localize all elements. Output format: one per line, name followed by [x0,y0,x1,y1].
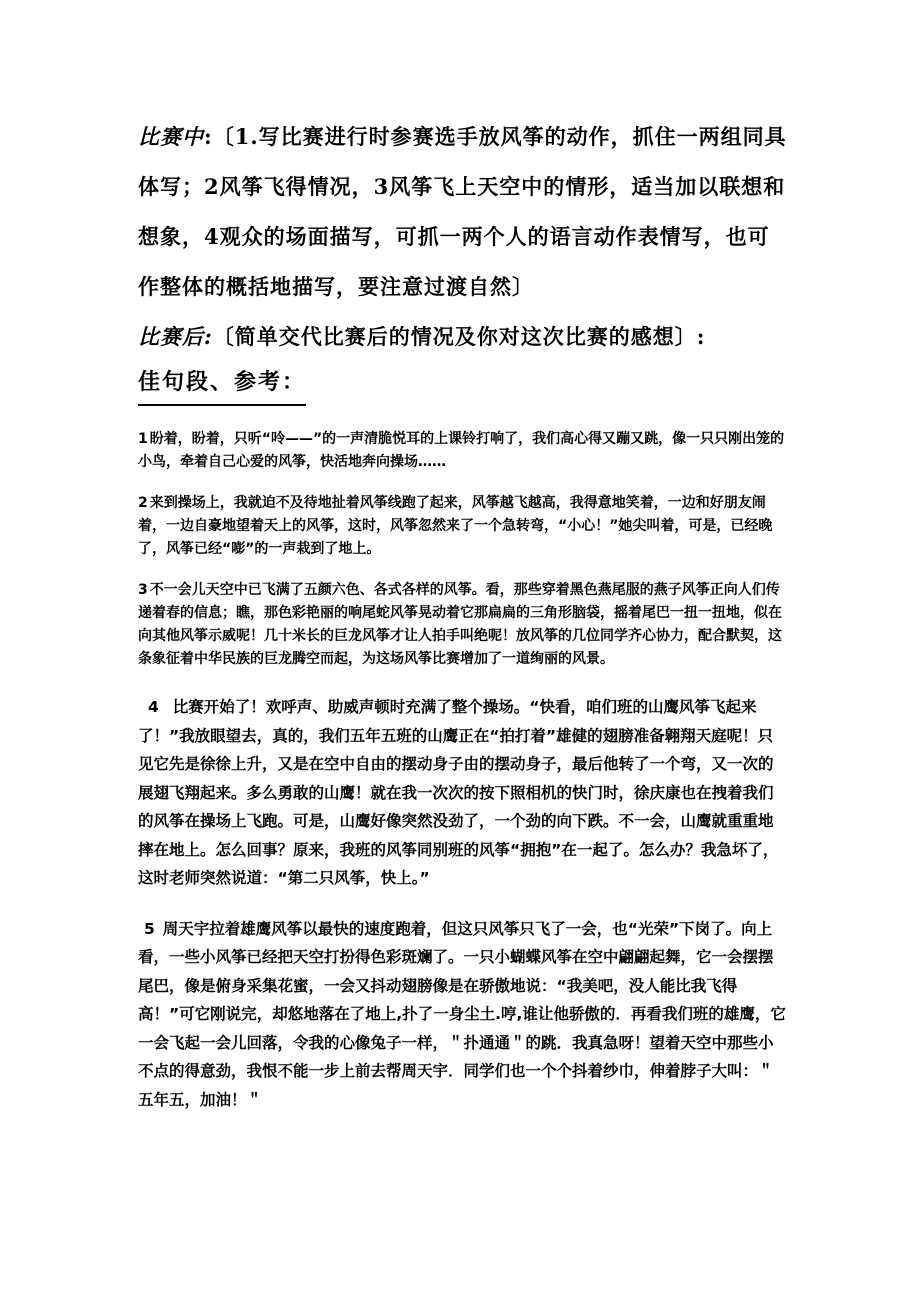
reference-entry [138,579,788,671]
entry-text: 不一会儿天空中已飞满了五颜六色、各式各样的风筝。看，那些穿着黑色燕尾服的燕子风筝正向人们传递着春的信息；瞧，那色彩艳丽的响尾蛇风筝晃动着它那扁扁的三角形脑袋，摇着尾巴一扭一扭地，似在向其他风筝示威呢！几十米长的巨龙风筝才让人拍手叫绝呢！放风筝的几位同学齐心协力，配合默契，这条象征着中华民族的巨龙腾空而起，为这场风筝比赛增加了一道绚丽的风景。 [138,582,782,667]
reference-entry [138,428,788,474]
entry-text: 比赛开始了！欢呼声、助威声顿时充满了整个操场。“快看，咱们班的山鹰风筝飞起来了！”我放眼望去，真的，我们五年五班的山鹰正在“拍打着”雄健的翅膀准备翱翔天庭呢！只见它先是徐徐上升，又是在空中自由的摆动身子由的摆动身子，最后他转了一个弯，又一次的展翅飞翔起来。多么勇敢的山鹰！就在我一次次的按下照相机的快门时，徐庆康也在拽着我们的风筝在操场上飞跑。可是，山鹰好像突然没劲了，一个劲的向下跌。不一会，山鹰就重重地摔在地上。怎么回事？原来，我班的风筝同别班的风筝“拥抱”在一起了。怎么办？我急坏了，这时老师突然说道：“第二只风筝，快上。” [138,698,779,887]
after-competition-label: 比赛后: [138,324,213,349]
entry-number: 4 [148,698,159,716]
reference-entry [138,693,788,893]
reference-entry [138,492,788,561]
entry-text: 来到操场上，我就迫不及待地扯着风筝线跑了起来，风筝越飞越高，我得意地笑着，一边和好朋友闹着，一边自豪地望着天上的风筝，这时，风筝忽然来了一个急转弯，“小心！”她尖叫着，可是，已经晚了，风筝已经“嘭”的一声栽到了地上。 [138,495,773,557]
entry-text: 周天宇拉着雄鹰风筝以最快的速度跑着，但这只风筝只飞了一会，也“光荣”下岗了。向上看，一些小风筝已经把天空打扮得色彩斑斓了。一只小蝴蝶风筝在空中翩翩起舞，它一会摆摆尾巴，像是俯身采集花蜜，一会又抖动翅膀像是在骄傲地说：“我美吧，没人能比我飞得高！”可它刚说完，却悠地落在了地上,扑了一身尘土.哼,谁让他骄傲的．再看我们班的雄鹰，它一会飞起一会儿回落，令我的心像兔子一样，＂扑通通＂的跳．我真急呀！望着天空中那些小不点的得意劲，我恨不能一步上前去帮周天宇．同学们也一个个抖着纱巾，伸着脖子大叫：＂五年五，加油！＂ [138,919,786,1109]
document-page [138,112,788,1136]
during-competition-paragraph [138,112,788,312]
after-competition-text: 〔简单交代比赛后的情况及你对这次比赛的感想〕: [212,324,706,349]
reference-entries [138,428,788,1114]
after-competition-paragraph [138,312,788,362]
reference-entry [138,915,788,1115]
during-competition-label: 比赛中 [138,124,204,149]
reference-section-title: 佳句段、参考： [138,362,306,406]
entry-number: 5 [144,919,155,938]
entry-text: 盼着，盼着，只听“呤——”的一声清脆悦耳的上课铃打响了，我们高心得又蹦又跳，像一只只刚出笼的小鸟，牵着自己心爱的风筝，快活地奔向操场…… [138,431,785,470]
during-competition-text: :〔1.写比赛进行时参赛选手放风筝的动作，抓住一两组同具体写；2风筝飞得情况，3风筝飞上天空中的情形，适当加以联想和想象，4观众的场面描写，可抓一两个人的语言动作表情写，也可作整体的概括地描写，要注意过渡自然〕 [138,124,787,299]
entry-number: 1 [138,431,148,447]
entry-number: 3 [138,582,148,598]
entry-number: 2 [138,495,148,511]
